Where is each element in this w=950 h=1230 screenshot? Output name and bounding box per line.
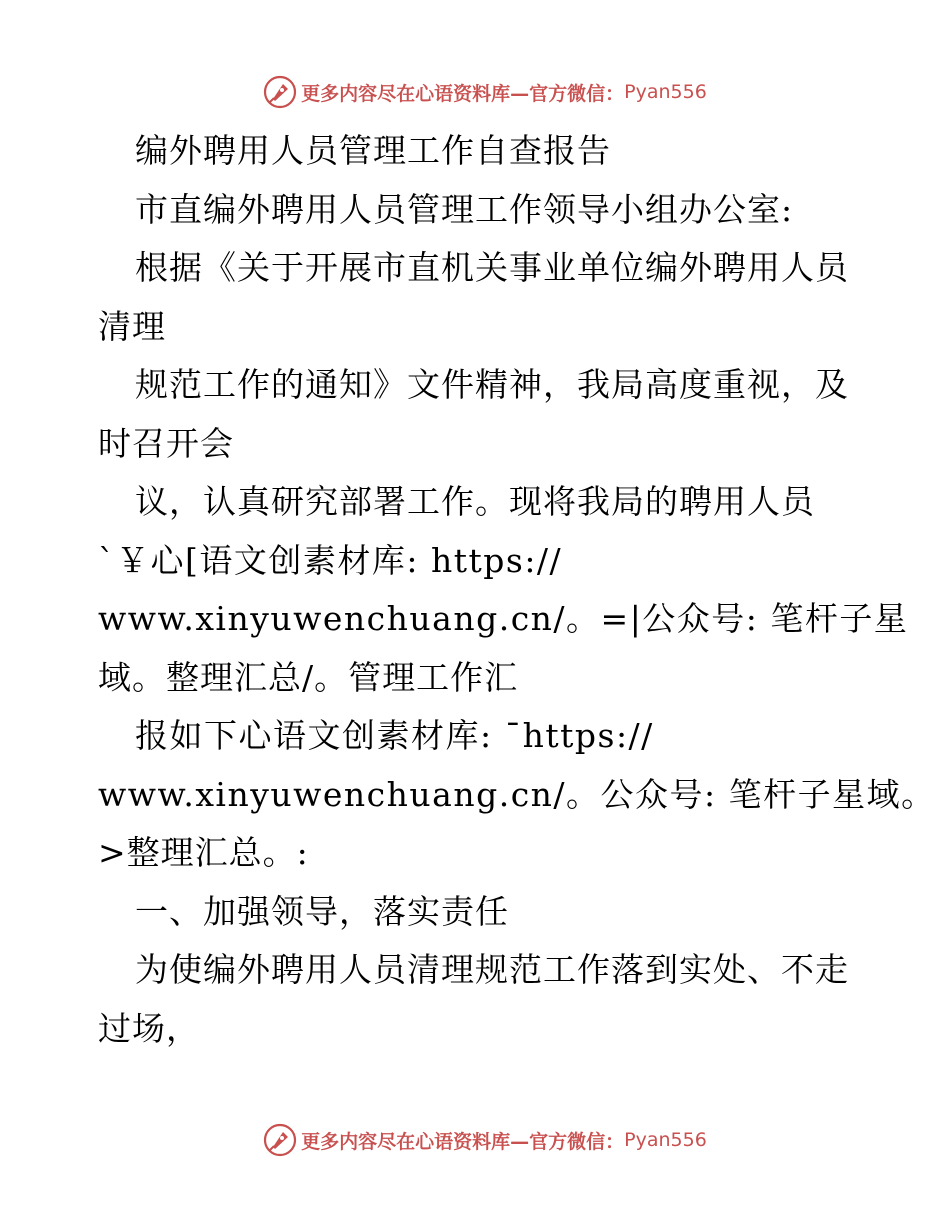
- document-line: `￥心[语文创素材库: https://: [98, 540, 563, 580]
- document-line: 清理: [98, 306, 166, 346]
- document-line: www.xinyuwenchuang.cn/。=|公众号: 笔杆子星: [98, 599, 909, 638]
- document-line: 为使编外聘用人员清理规范工作落到实处、不走: [135, 950, 849, 989]
- document-line: 过场，: [98, 1008, 200, 1048]
- document-line: 市直编外聘用人员管理工作领导小组办公室:: [135, 189, 794, 229]
- footer-banner-content: [263, 1123, 707, 1157]
- document-line: >整理汇总。:: [98, 833, 309, 872]
- pen-nib-logo-icon: [263, 1123, 297, 1157]
- header-banner-contact: Pyan556: [624, 81, 707, 103]
- document-line: www.xinyuwenchuang.cn/。公众号: 笔杆子星域。: [98, 774, 936, 814]
- header-banner-content: [263, 75, 707, 109]
- section-heading: 一、加强领导，落实责任: [135, 891, 509, 931]
- document-body: [98, 122, 936, 1058]
- footer-banner-contact: Pyan556: [624, 1129, 707, 1151]
- footer-banner-text: 更多内容尽在心语资料库—官方微信：: [301, 1130, 625, 1153]
- header-banner-text: 更多内容尽在心语资料库—官方微信：: [301, 82, 625, 105]
- document-line: 规范工作的通知》文件精神，我局高度重视，及: [135, 365, 849, 404]
- document-line: 议，认真研究部署工作。现将我局的聘用人员: [135, 482, 815, 521]
- footer-banner: [0, 1120, 950, 1160]
- header-banner: [0, 72, 950, 112]
- document-line: 报如下心语文创素材库: ¯https://: [135, 716, 654, 755]
- pen-nib-logo-icon: [263, 75, 297, 109]
- document-title: 编外聘用人员管理工作自查报告: [135, 131, 611, 170]
- document-line: 根据《关于开展市直机关事业单位编外聘用人员: [135, 248, 849, 287]
- document-line: 域。整理汇总/。管理工作汇: [98, 657, 519, 697]
- document-line: 时召开会: [98, 423, 234, 463]
